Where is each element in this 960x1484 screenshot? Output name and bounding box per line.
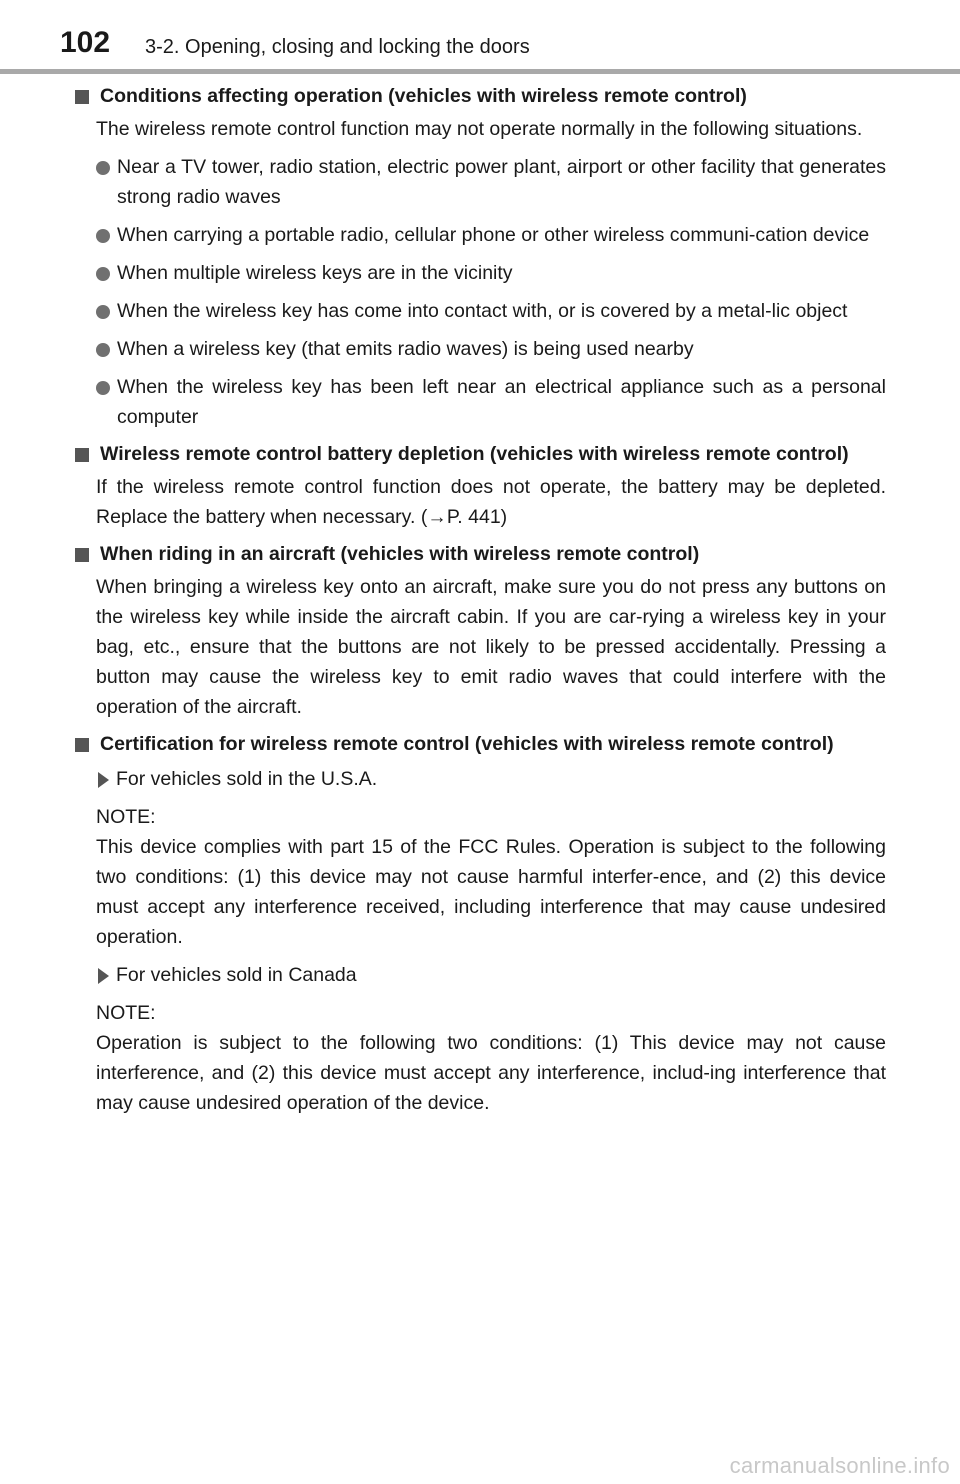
chapter-title: 3-2. Opening, closing and locking the doors	[145, 36, 530, 58]
list-item-text: When multiple wireless keys are in the vicinity	[117, 262, 513, 284]
circle-bullet-icon	[96, 229, 110, 243]
section-heading	[74, 82, 886, 110]
subsection-label: For vehicles sold in Canada	[116, 964, 357, 986]
list-item-text: When the wireless key has come into contact with, or is covered by a metal-lic object	[117, 300, 848, 322]
section-heading-text: Wireless remote control battery depletion (vehicles with wireless remote control)	[100, 443, 849, 465]
watermark: carmanualsonline.info	[729, 1453, 950, 1478]
list-item-text: When carrying a portable radio, cellular phone or other wireless communi-cation device	[117, 224, 870, 246]
section-conditions-affecting-operation	[74, 82, 886, 432]
list-item	[96, 258, 886, 288]
section-intro: The wireless remote control function may not operate normally in the following situations.	[96, 118, 863, 140]
section-heading-text: When riding in an aircraft (vehicles with wireless remote control)	[100, 543, 700, 565]
section-body: When bringing a wireless key onto an aircraft, make sure you do not press any buttons on the wireless key while inside the aircraft cabin. If you are car-rying a wireless key in your bag, etc., ensure that the buttons are not likely to be pressed accidentally. Pressing a button may cause the wireless key to emit radio waves that could interfere with the operation of the aircraft.	[96, 576, 886, 718]
subsection-usa	[96, 764, 886, 794]
note-text: Operation is subject to the following two conditions: (1) This device may not cause interference, and (2) this device must accept any interference, includ-ing interference that may cause undesired operation of the device.	[96, 1032, 886, 1114]
section-heading	[74, 730, 886, 758]
page-reference-link[interactable]: P. 441)	[446, 506, 508, 528]
list-item	[96, 372, 886, 432]
list-item-text: When a wireless key (that emits radio waves) is being used nearby	[117, 338, 694, 360]
circle-bullet-icon	[96, 381, 110, 395]
page-number: 102	[60, 26, 111, 59]
circle-bullet-icon	[96, 267, 110, 281]
list-item	[96, 296, 886, 326]
note-text: This device complies with part 15 of the FCC Rules. Operation is subject to the following two conditions: (1) this device may not cause harmful interfer-ence, and (2) this device must accept any interference received, including interference that may cause undesired operation.	[96, 836, 886, 948]
section-battery-depletion	[74, 440, 886, 532]
section-heading	[74, 440, 886, 468]
list-item-text: Near a TV tower, radio station, electric power plant, airport or other facility that generates strong radio waves	[117, 156, 886, 208]
header-divider	[0, 69, 960, 74]
section-aircraft	[74, 540, 886, 722]
circle-bullet-icon	[96, 343, 110, 357]
section-heading	[74, 540, 886, 568]
subsection-label: For vehicles sold in the U.S.A.	[116, 768, 378, 790]
list-item	[96, 220, 886, 250]
section-heading-text: Certification for wireless remote control (vehicles with wireless remote control)	[100, 733, 834, 755]
section-certification	[74, 730, 886, 1118]
page-header	[0, 0, 960, 80]
section-body	[96, 472, 886, 532]
page-content	[74, 82, 886, 1126]
section-body-text: If the wireless remote control function does not operate, the battery may be depleted. Replace the battery when necessary. (	[96, 476, 886, 528]
list-item-text: When the wireless key has been left near an electrical appliance such as a personal computer	[117, 376, 886, 428]
triangle-arrow-icon	[98, 772, 109, 788]
square-bullet-icon	[75, 448, 89, 462]
list-item	[96, 334, 886, 364]
note-label: NOTE:	[96, 1002, 156, 1024]
list-item	[96, 152, 886, 212]
square-bullet-icon	[75, 548, 89, 562]
note-label: NOTE:	[96, 806, 156, 828]
subsection-canada	[96, 960, 886, 990]
reference-arrow-icon: →	[427, 506, 447, 528]
square-bullet-icon	[75, 738, 89, 752]
square-bullet-icon	[75, 90, 89, 104]
section-heading-text: Conditions affecting operation (vehicles with wireless remote control)	[100, 85, 747, 107]
triangle-arrow-icon	[98, 968, 109, 984]
circle-bullet-icon	[96, 305, 110, 319]
circle-bullet-icon	[96, 161, 110, 175]
